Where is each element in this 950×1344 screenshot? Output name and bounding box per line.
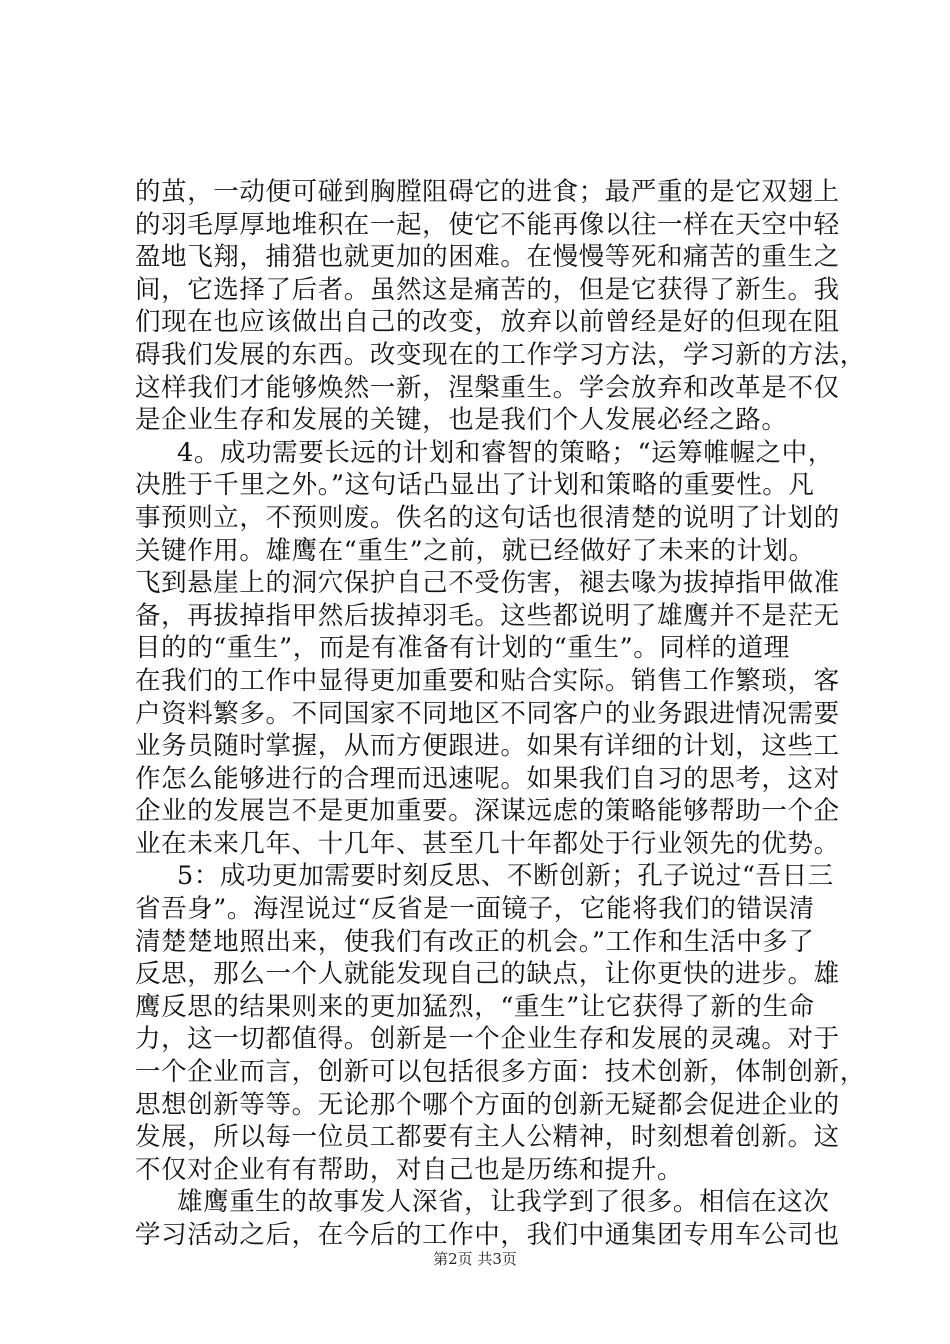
text-line: 这样我们才能够焕然一新，涅槃重生。学会放弃和改革是不仅 xyxy=(135,372,840,403)
text-line: 一个企业而言，创新可以包括很多方面：技术创新，体制创新， xyxy=(135,1057,866,1088)
text-line: 企业的发展岂不是更加重要。深谋远虑的策略能够帮助一个企 xyxy=(135,796,840,827)
text-line: 5：成功更加需要时刻反思、不断创新；孔子说过“吾日三 xyxy=(177,861,834,892)
text-line: 间，它选择了后者。虽然这是痛苦的，但是它获得了新生。我 xyxy=(135,274,840,305)
text-line: 的羽毛厚厚地堆积在一起，使它不能再像以往一样在天空中轻 xyxy=(135,209,840,240)
text-line: 碍我们发展的东西。改变现在的工作学习方法，学习新的方法， xyxy=(135,339,866,370)
text-line: 是企业生存和发展的关键，也是我们个人发展必经之路。 xyxy=(135,405,788,436)
text-line: 思想创新等等。无论那个哪个方面的创新无疑都会促进企业的 xyxy=(135,1089,840,1120)
text-line: 目的的“重生”，而是有准备有计划的“重生”。同样的道理 xyxy=(135,633,790,664)
text-line: 飞到悬崖上的洞穴保护自己不受伤害，褪去喙为拔掉指甲做准 xyxy=(135,568,840,599)
text-line: 学习活动之后，在今后的工作中，我们中通集团专用车公司也 xyxy=(135,1220,840,1250)
text-line: 作怎么能够进行的合理而迅速呢。如果我们自习的思考，这对 xyxy=(135,763,840,794)
text-line: 4。成功需要长远的计划和睿智的策略；“运筹帷幄之中， xyxy=(177,437,834,468)
page-footer: 第2页 共3页 xyxy=(433,1250,517,1268)
text-line: 省吾身”。海涅说过“反省是一面镜子，它能将我们的错误清 xyxy=(135,894,815,925)
text-line: 鹰反思的结果则来的更加猛烈，“重生”让它获得了新的生命 xyxy=(135,991,815,1022)
text-line: 户资料繁多。不同国家不同地区不同客户的业务跟进情况需要 xyxy=(135,698,840,729)
text-line: 决胜于千里之外。”这句话凸显出了计划和策略的重要性。凡 xyxy=(135,470,815,501)
text-line: 发展，所以每一位员工都要有主人公精神，时刻想着创新。这 xyxy=(135,1122,840,1153)
text-line: 力，这一切都值得。创新是一个企业生存和发展的灵魂。对于 xyxy=(135,1024,840,1055)
text-line: 业务员随时掌握，从而方便跟进。如果有详细的计划，这些工 xyxy=(135,731,840,762)
text-line: 雄鹰重生的故事发人深省，让我学到了很多。相信在这次 xyxy=(177,1187,830,1218)
text-line: 清楚楚地照出来，使我们有改正的机会。”工作和生活中多了 xyxy=(135,926,815,957)
text-line: 关键作用。雄鹰在“重生”之前，就已经做好了未来的计划。 xyxy=(135,535,815,566)
text-line: 反思，那么一个人就能发现自己的缺点，让你更快的进步。雄 xyxy=(135,959,840,990)
body-text xyxy=(135,176,866,1252)
text-line: 备，再拔掉指甲然后拔掉羽毛。这些都说明了雄鹰并不是茫无 xyxy=(135,600,840,631)
text-line: 的茧，一动便可碰到胸膛阻碍它的进食；最严重的是它双翅上 xyxy=(135,177,840,207)
text-line: 盈地飞翔，捕猎也就更加的困难。在慢慢等死和痛苦的重生之 xyxy=(135,242,840,273)
text-line: 事预则立，不预则废。佚名的这句话也很清楚的说明了计划的 xyxy=(135,502,840,533)
text-line: 业在未来几年、十几年、甚至几十年都处于行业领先的优势。 xyxy=(135,828,840,859)
text-line: 不仅对企业有有帮助，对自己也是历练和提升。 xyxy=(135,1154,684,1185)
text-line: 们现在也应该做出自己的改变，放弃以前曾经是好的但现在阻 xyxy=(135,307,840,338)
text-line: 在我们的工作中显得更加重要和贴合实际。销售工作繁琐，客 xyxy=(135,665,840,696)
